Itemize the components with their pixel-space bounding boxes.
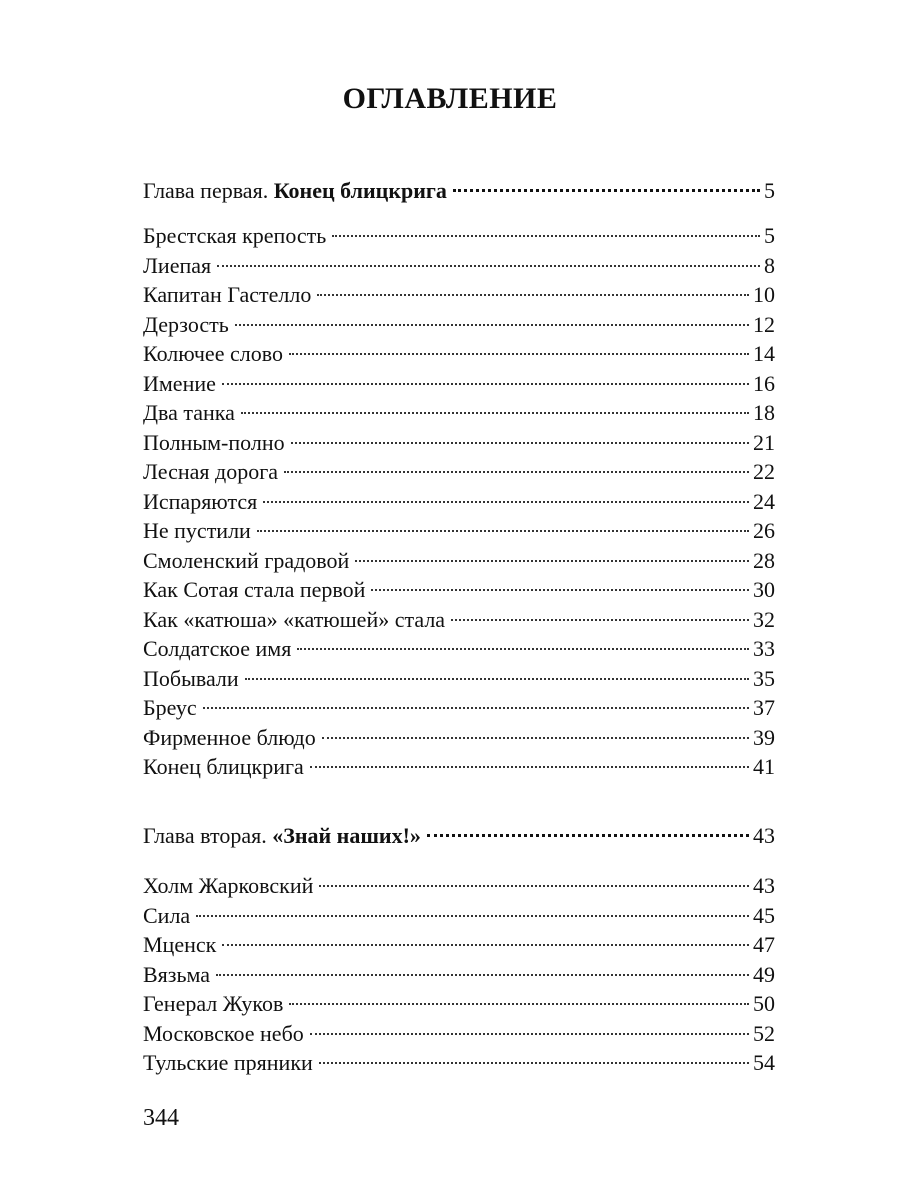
- entry-page: 18: [753, 400, 775, 425]
- toc-entry[interactable]: [143, 723, 775, 753]
- dot-leader: [222, 944, 749, 946]
- entry-page: 50: [753, 991, 775, 1016]
- toc-entry[interactable]: [143, 339, 775, 369]
- entry-title: Побывали: [143, 665, 239, 691]
- toc-entry[interactable]: [143, 989, 775, 1019]
- dot-leader: [297, 648, 749, 650]
- dot-leader: [196, 915, 749, 917]
- dot-leader: [427, 834, 749, 837]
- chapter-page: 5: [764, 178, 775, 203]
- toc-entry[interactable]: [143, 605, 775, 635]
- entry-page: 41: [753, 754, 775, 779]
- entry-title: Солдатское имя: [143, 636, 292, 661]
- dot-leader: [371, 589, 749, 591]
- dot-leader: [245, 678, 749, 680]
- entry-page: 54: [753, 1050, 775, 1075]
- entry-title: Фирменное блюдо: [143, 724, 316, 750]
- entry-title: Московское небо: [143, 1020, 304, 1046]
- dot-leader: [217, 265, 760, 267]
- entry-page: 30: [753, 577, 775, 602]
- toc-entry[interactable]: [143, 752, 775, 782]
- entry-title: Холм Жарковский: [143, 873, 314, 898]
- dot-leader: [284, 471, 749, 473]
- toc-chapter-1[interactable]: [143, 176, 775, 206]
- entry-page: 12: [753, 311, 775, 337]
- entry-title: Мценск: [143, 932, 217, 957]
- toc-entry[interactable]: [143, 1048, 775, 1078]
- toc-entry[interactable]: [143, 428, 775, 458]
- entry-title: Смоленский градовой: [143, 547, 350, 573]
- toc-entry[interactable]: [143, 575, 775, 605]
- entry-page: 49: [753, 961, 775, 987]
- toc-entry[interactable]: [143, 310, 775, 340]
- chapter-page: 43: [753, 823, 775, 848]
- entry-title: Капитан Гастелло: [143, 282, 312, 307]
- dot-leader: [355, 560, 749, 562]
- dot-leader: [289, 353, 749, 355]
- toc-entry[interactable]: [143, 457, 775, 487]
- entry-page: 24: [753, 488, 775, 514]
- dot-leader: [291, 442, 749, 444]
- dot-leader: [222, 383, 749, 385]
- entry-page: 8: [764, 252, 775, 278]
- entry-page: 21: [753, 429, 775, 455]
- entry-page: 35: [753, 665, 775, 691]
- entry-title: Как «катюша» «катюшей» стала: [143, 606, 446, 632]
- entry-page: 32: [753, 606, 775, 632]
- dot-leader: [216, 974, 749, 976]
- entry-title: Генерал Жуков: [143, 991, 284, 1016]
- entry-page: 45: [753, 902, 775, 928]
- toc-entry[interactable]: [143, 871, 775, 901]
- chapter-prefix: Глава вторая.: [143, 823, 267, 848]
- entry-page: 39: [753, 724, 775, 750]
- entry-title: Два танка: [143, 400, 235, 425]
- dot-leader: [241, 412, 749, 414]
- toc-entry[interactable]: [143, 546, 775, 576]
- toc-entry[interactable]: [143, 251, 775, 281]
- toc-chapter-2[interactable]: [143, 821, 775, 851]
- dot-leader: [257, 530, 749, 532]
- dot-leader: [263, 501, 749, 503]
- entry-page: 14: [753, 341, 775, 366]
- dot-leader: [319, 1062, 749, 1064]
- entry-title: Как Сотая стала первой: [143, 577, 366, 602]
- entry-title: Полным-полно: [143, 429, 285, 455]
- entry-page: 28: [753, 547, 775, 573]
- entry-title: Тульские пряники: [143, 1050, 313, 1075]
- toc-entry[interactable]: [143, 693, 775, 723]
- entry-page: 5: [764, 223, 775, 248]
- entry-page: 16: [753, 370, 775, 396]
- dot-leader: [317, 294, 749, 296]
- dot-leader: [203, 707, 749, 709]
- toc-entry[interactable]: [143, 516, 775, 546]
- entry-title: Лесная дорога: [143, 459, 278, 484]
- entry-title: Бреус: [143, 695, 197, 720]
- entry-title: Вязьма: [143, 961, 211, 987]
- chapter-title: Конец блицкрига: [273, 178, 447, 203]
- toc-entry[interactable]: [143, 664, 775, 694]
- dot-leader: [289, 1003, 749, 1005]
- dot-leader: [453, 189, 760, 192]
- page-number: 344: [143, 1105, 179, 1131]
- entry-title: Не пустили: [143, 518, 251, 543]
- entry-page: 26: [753, 518, 775, 543]
- toc-entry[interactable]: [143, 634, 775, 664]
- entry-title: Колючее слово: [143, 341, 283, 366]
- chapter-prefix: Глава первая.: [143, 178, 269, 203]
- entry-title: Имение: [143, 370, 216, 396]
- entry-page: 10: [753, 282, 775, 307]
- toc-entry[interactable]: [143, 901, 775, 931]
- dot-leader: [235, 324, 749, 326]
- dot-leader: [310, 766, 749, 768]
- entry-title: Испаряются: [143, 488, 258, 514]
- toc-entry[interactable]: [143, 221, 775, 251]
- dot-leader: [322, 737, 749, 739]
- entry-title: Лиепая: [143, 252, 212, 278]
- entry-page: 47: [753, 932, 775, 957]
- entry-page: 33: [753, 636, 775, 661]
- entry-page: 52: [753, 1020, 775, 1046]
- entry-title: Конец блицкрига: [143, 754, 304, 779]
- toc-entry[interactable]: [143, 487, 775, 517]
- dot-leader: [319, 885, 749, 887]
- toc-entry[interactable]: [143, 280, 775, 310]
- dot-leader: [332, 235, 760, 237]
- entry-page: 37: [753, 695, 775, 720]
- entry-page: 43: [753, 873, 775, 898]
- toc-entry[interactable]: [143, 930, 775, 960]
- toc-entry[interactable]: [143, 960, 775, 990]
- dot-leader: [451, 619, 749, 621]
- entry-title: Сила: [143, 902, 191, 928]
- toc-entry[interactable]: [143, 398, 775, 428]
- toc-entry[interactable]: [143, 369, 775, 399]
- entry-title: Дерзость: [143, 311, 229, 337]
- toc-entry[interactable]: [143, 1019, 775, 1049]
- entry-page: 22: [753, 459, 775, 484]
- page-title: ОГЛАВЛЕНИЕ: [342, 82, 558, 115]
- chapter-title: «Знай наших!»: [272, 823, 421, 848]
- dot-leader: [310, 1033, 749, 1035]
- entry-title: Брестская крепость: [143, 223, 327, 248]
